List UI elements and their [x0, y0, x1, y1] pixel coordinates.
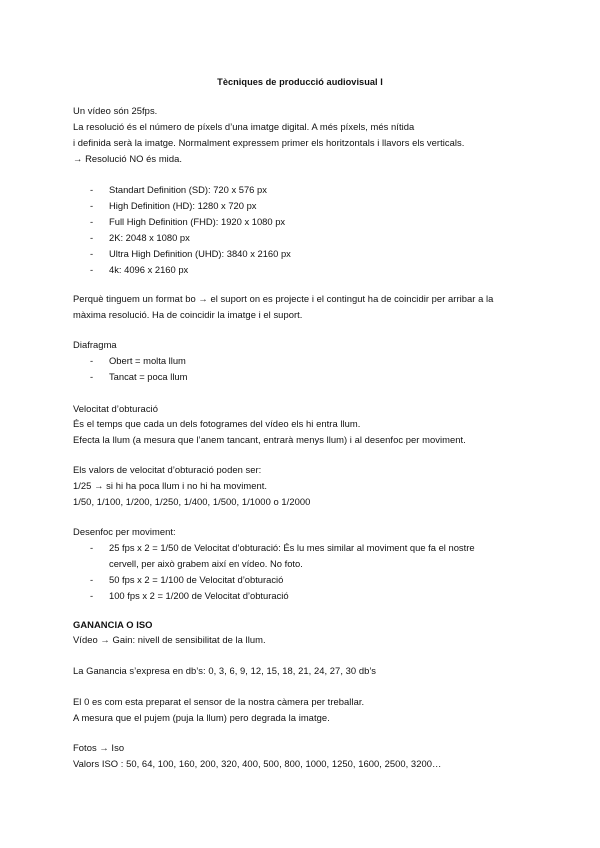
- bullet-dash: -: [90, 216, 94, 227]
- list-item-resolution-2k: 2K: 2048 x 1080 px: [109, 232, 190, 243]
- list-item-25fps-continued: cervell, per això grabem així en vídeo. No foto.: [109, 558, 303, 569]
- bullet-dash: -: [90, 248, 94, 259]
- velocitat-line-1: És el temps que cada un dels fotogrames del vídeo els hi entra llum.: [73, 418, 361, 429]
- valors-line-2: 1/25 → si hi ha poca llum i no hi ha moviment.: [73, 480, 268, 491]
- bullet-dash: -: [90, 200, 94, 211]
- ganancia-line-6: Valors ISO : 50, 64, 100, 160, 200, 320, 400, 500, 800, 1000, 1250, 1600, 2500, 3200…: [73, 758, 442, 769]
- list-item-resolution-fhd: Full High Definition (FHD): 1920 x 1080 px: [109, 216, 286, 227]
- bullet-dash: -: [90, 232, 94, 243]
- velocitat-line-2: Efecta la llum (a mesura que l’anem tancant, entrarà menys llum) i al desenfoc per moviment.: [73, 434, 466, 445]
- format-line-2: màxima resolució. Ha de coincidir la imatge i el suport.: [73, 309, 303, 320]
- valors-line-1: Els valors de velocitat d’obturació poden ser:: [73, 464, 262, 475]
- ganancia-line-1: Vídeo → Gain: nivell de sensibilitat de la llum.: [73, 634, 266, 645]
- list-item-obert: Obert = molta llum: [109, 355, 186, 366]
- list-item-resolution-sd: Standart Definition (SD): 720 x 576 px: [109, 184, 267, 195]
- list-item-resolution-4k: 4k: 4096 x 2160 px: [109, 264, 189, 275]
- ganancia-line-3: El 0 es com esta preparat el sensor de la nostra càmera per treballar.: [73, 696, 365, 707]
- desenfoc-heading: Desenfoc per moviment:: [73, 526, 176, 537]
- intro-line-4: → Resolució NO és mida.: [73, 153, 182, 164]
- ganancia-line-4: A mesura que el pujem (puja la llum) pero degrada la imatge.: [73, 712, 330, 723]
- list-item-tancat: Tancat = poca llum: [109, 371, 188, 382]
- diafragma-heading: Diafragma: [73, 339, 117, 350]
- velocitat-heading: Velocitat d’obturació: [73, 403, 158, 414]
- ganancia-line-2: La Ganancia s’expresa en db’s: 0, 3, 6, 9, 12, 15, 18, 21, 24, 27, 30 db’s: [73, 665, 377, 676]
- bullet-dash: -: [90, 542, 94, 553]
- bullet-dash: -: [90, 264, 94, 275]
- bullet-dash: -: [90, 371, 94, 382]
- document-title: Tècniques de producció audiovisual I: [217, 77, 383, 87]
- list-item-50fps: 50 fps x 2 = 1/100 de Velocitat d’obturació: [109, 574, 284, 585]
- bullet-dash: -: [90, 590, 94, 601]
- valors-line-3: 1/50, 1/100, 1/200, 1/250, 1/400, 1/500, 1/1000 o 1/2000: [73, 496, 311, 507]
- ganancia-heading: GANANCIA O ISO: [73, 619, 153, 630]
- bullet-dash: -: [90, 355, 94, 366]
- bullet-dash: -: [90, 184, 94, 195]
- intro-line-2: La resolució és el número de píxels d’una imatge digital. A més píxels, més nítida: [73, 121, 415, 132]
- intro-line-3: i definida serà la imatge. Normalment expressem primer els horitzontals i llavors els verticals.: [73, 137, 465, 148]
- ganancia-line-5: Fotos → Iso: [73, 742, 125, 753]
- list-item-resolution-hd: High Definition (HD): 1280 x 720 px: [109, 200, 257, 211]
- list-item-resolution-uhd: Ultra High Definition (UHD): 3840 x 2160 px: [109, 248, 291, 259]
- list-item-100fps: 100 fps x 2 = 1/200 de Velocitat d’obturació: [109, 590, 289, 601]
- format-line-1: Perquè tinguem un format bo → el suport on es projecte i el contingut ha de coincidir per arribar a la: [73, 293, 494, 304]
- bullet-dash: -: [90, 574, 94, 585]
- list-item-25fps: 25 fps x 2 = 1/50 de Velocitat d’obturació: És lu mes similar al moviment que fa el nostre: [109, 542, 475, 553]
- intro-line-1: Un vídeo són 25fps.: [73, 105, 158, 116]
